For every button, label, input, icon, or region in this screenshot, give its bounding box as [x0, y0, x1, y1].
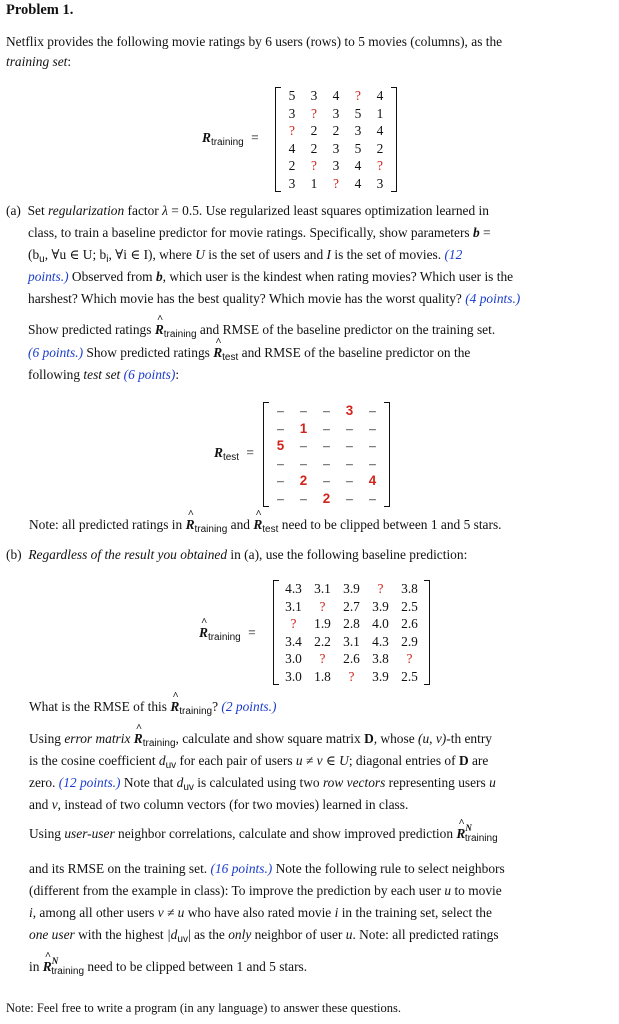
- matrix-cell: 3: [332, 140, 340, 156]
- matrix-row: [279, 633, 424, 651]
- part-b-label: (b): [6, 547, 22, 562]
- matrix-cell: 3.1: [285, 598, 302, 614]
- intro-line-1: Netflix provides the following movie ratings by 6 users (rows) to 5 movies (columns), as the: [6, 34, 503, 49]
- matrix-cell: 2: [376, 140, 384, 156]
- matrix-cell: 3.1: [343, 633, 360, 649]
- matrix-cell: 4: [288, 140, 296, 156]
- matrix-cell: 1.8: [314, 668, 331, 684]
- intro-line-2: training set:: [6, 54, 72, 69]
- matrix-cell: ?: [348, 668, 355, 684]
- part-b-q3-line-1: Using user-user neighbor correlations, calculate and show improved prediction ^ $R^N_{training}$: [29, 826, 498, 842]
- matrix-row: [279, 598, 424, 616]
- matrix-cell: 3: [332, 158, 340, 173]
- pred-matrix: [279, 580, 424, 685]
- matrix-cell: –: [346, 490, 353, 506]
- matrix-row: [279, 615, 424, 633]
- matrix-cell: ?: [311, 158, 317, 173]
- matrix-row: [281, 105, 391, 123]
- matrix-cell: ?: [290, 616, 297, 631]
- part-b-q3-line-5: one user with the highest $|d_{uv}|$ as the only neighbor of user u. Note: all predicted ratings: [29, 927, 499, 945]
- part-b-q3-line-3: (different from the example in class): To improve the prediction by each user u to movie: [29, 883, 502, 898]
- matrix-cell: –: [323, 420, 330, 436]
- matrix-cell: 1: [376, 105, 384, 121]
- matrix-cell: –: [369, 490, 376, 506]
- matrix-cell: ?: [319, 651, 326, 666]
- matrix-row: [269, 455, 384, 473]
- matrix-cell: 2.7: [343, 598, 360, 614]
- matrix-row: [281, 175, 391, 193]
- matrix-cell: 2.6: [343, 651, 360, 666]
- matrix-cell: –: [369, 420, 376, 436]
- matrix-cell: 4.3: [372, 633, 389, 649]
- part-b-intro: (b) Regardless of the result you obtained in (a), use the following baseline prediction:: [6, 547, 468, 562]
- matrix-cell: –: [277, 455, 284, 471]
- intro-paragraph: [6, 32, 616, 72]
- matrix-cell: 3.8: [401, 581, 418, 596]
- matrix-cell: 4: [376, 123, 384, 138]
- part-a-line-1: (a) Set regularization factor λ = 0.5. Use regularized least squares optimization learned in: [6, 203, 489, 218]
- matrix-cell: 3.4: [285, 633, 302, 649]
- matrix-cell: –: [300, 490, 307, 506]
- matrix-cell: –: [323, 403, 330, 418]
- part-a-line-2: class, to train a baseline predictor for movie ratings. Specifically, show parameters b =: [28, 225, 491, 240]
- matrix-cell: ?: [311, 105, 317, 121]
- part-b-q2-line-1: Using error matrix ^ $R_{training}$, calculate and show square matrix D, whose (u, v)-th entry: [29, 731, 492, 747]
- part-b-q2-line-4: and v, instead of two column vectors (for two movies) learned in class.: [29, 797, 409, 812]
- matrix-cell: 2: [310, 140, 318, 156]
- matrix-cell: 2.8: [343, 616, 360, 631]
- matrix-row: [269, 490, 384, 508]
- matrix-cell: –: [369, 438, 376, 453]
- matrix-cell: 3.9: [372, 668, 389, 684]
- part-a-line-4: points.) Observed from b, which user is the kindest when rating movies? Which user is the: [28, 269, 514, 284]
- matrix-cell: 3: [288, 105, 296, 121]
- matrix-cell: 1: [299, 420, 308, 436]
- matrix-cell: 2.9: [401, 633, 418, 649]
- matrix-cell: 4: [332, 88, 340, 103]
- matrix-cell: 3: [354, 123, 362, 138]
- matrix-cell: 3.9: [372, 598, 389, 614]
- matrix-cell: 5: [354, 105, 362, 121]
- matrix-cell: –: [323, 438, 330, 453]
- test-matrix-label: $R_{test}$ =: [214, 445, 254, 463]
- part-a-line-5: harshest? Which movie has the best quality? Which movie has the worst quality? (4 points.): [28, 291, 521, 306]
- matrix-cell: 2.5: [401, 598, 418, 614]
- matrix-cell: –: [323, 473, 330, 488]
- matrix-cell: 2: [332, 123, 340, 138]
- matrix-cell: ?: [377, 581, 384, 596]
- matrix-cell: ?: [319, 598, 326, 614]
- matrix-cell: –: [346, 455, 353, 471]
- matrix-cell: ?: [333, 175, 339, 191]
- matrix-cell: 4: [368, 473, 377, 488]
- matrix-cell: 3: [345, 403, 354, 418]
- part-a-line-3: ($b_u$, ∀u ∈ U; $b_i$, ∀i ∈ I), where U is the set of users and I is the set of movies. (12: [28, 247, 463, 265]
- matrix-cell: 2: [310, 123, 318, 138]
- matrix-cell: 5: [288, 88, 296, 103]
- matrix-cell: 3.9: [343, 581, 360, 596]
- matrix-cell: –: [369, 455, 376, 471]
- matrix-cell: 5: [276, 438, 285, 453]
- matrix-cell: 4: [354, 158, 362, 173]
- matrix-cell: ?: [355, 88, 361, 103]
- matrix-cell: 4: [376, 88, 384, 103]
- matrix-cell: 1: [310, 175, 318, 191]
- part-b-q2-line-2: is the cosine coefficient $d_{uv}$ for each pair of users u ≠ v ∈ U; diagonal entries of D are: [29, 753, 489, 771]
- matrix-row: [279, 668, 424, 686]
- matrix-row: [269, 420, 384, 438]
- matrix-cell: 3: [332, 105, 340, 121]
- matrix-cell: –: [277, 403, 284, 418]
- matrix-cell: –: [346, 438, 353, 453]
- part-b-q1: What is the RMSE of this ^ $R_{training}$? (2 points.): [29, 699, 276, 715]
- part-b-q3-line-2: and its RMSE on the training set. (16 points.) Note the following rule to select neighbors: [29, 861, 505, 876]
- matrix-row: [281, 87, 391, 105]
- matrix-cell: 1.9: [314, 616, 331, 631]
- matrix-row: [269, 472, 384, 490]
- matrix-cell: 3: [310, 88, 318, 103]
- matrix-cell: –: [346, 420, 353, 436]
- matrix-row: [279, 580, 424, 598]
- problem-title: Problem 1.: [6, 2, 74, 18]
- footer-note: Note: Feel free to write a program (in any language) to answer these questions.: [6, 1001, 402, 1015]
- matrix-cell: ?: [289, 123, 295, 138]
- part-b-q2-line-3: zero. (12 points.) Note that $d_{uv}$ is calculated using two row vectors representing users u: [29, 775, 496, 793]
- training-matrix: [281, 87, 391, 192]
- part-b-q3-line-6: in ^ $R^N_{training}$ need to be clipped between 1 and 5 stars.: [29, 959, 307, 975]
- part-b-q3-line-4: i, among all other users v ≠ u who have also rated movie i in the training set, select the: [29, 905, 492, 920]
- matrix-cell: 3: [376, 175, 384, 191]
- part-a-line-7: (6 points.) Show predicted ratings ^ $R_{test}$ and RMSE of the baseline predictor on the: [28, 345, 470, 361]
- matrix-row: [281, 122, 391, 140]
- matrix-cell: 3.0: [285, 651, 302, 666]
- matrix-cell: –: [277, 473, 284, 488]
- training-matrix-label: $R_{training}$ =: [202, 130, 259, 148]
- matrix-cell: –: [346, 473, 353, 488]
- matrix-cell: 3.8: [372, 651, 389, 666]
- matrix-cell: –: [300, 438, 307, 453]
- matrix-row: [281, 157, 391, 175]
- matrix-cell: –: [323, 455, 330, 471]
- matrix-cell: 2: [299, 473, 308, 488]
- matrix-cell: 3.1: [314, 581, 331, 596]
- matrix-cell: 2: [288, 158, 296, 173]
- matrix-row: [269, 437, 384, 455]
- matrix-cell: –: [277, 490, 284, 506]
- part-a-label: (a): [6, 203, 21, 218]
- part-a-line-6: Show predicted ratings ^ $R_{training}$ and RMSE of the baseline predictor on the training set.: [28, 322, 495, 338]
- matrix-cell: 2.5: [401, 668, 418, 684]
- matrix-cell: 2.2: [314, 633, 331, 649]
- part-a-line-8: following test set (6 points):: [28, 367, 180, 382]
- matrix-cell: 4.0: [372, 616, 389, 631]
- matrix-cell: 4: [354, 175, 362, 191]
- matrix-cell: 3.0: [285, 668, 302, 684]
- matrix-cell: 2: [322, 490, 331, 506]
- matrix-cell: 4.3: [285, 581, 302, 596]
- matrix-row: [269, 402, 384, 420]
- matrix-cell: –: [300, 403, 307, 418]
- matrix-cell: ?: [377, 158, 383, 173]
- matrix-cell: 2.6: [401, 616, 418, 631]
- matrix-cell: 5: [354, 140, 362, 156]
- test-matrix: [269, 402, 384, 507]
- matrix-cell: 3: [288, 175, 296, 191]
- clip-note: Note: all predicted ratings in ^ $R_{training}$ and ^ $R_{test}$ need to be clipped between 1 and 5 stars.: [29, 517, 502, 533]
- matrix-row: [279, 650, 424, 668]
- matrix-cell: ?: [406, 651, 413, 666]
- matrix-row: [281, 140, 391, 158]
- pred-matrix-label: ^ $R_{training}$ =: [199, 625, 256, 641]
- matrix-cell: –: [369, 403, 376, 418]
- matrix-cell: –: [277, 420, 284, 436]
- matrix-cell: –: [300, 455, 307, 471]
